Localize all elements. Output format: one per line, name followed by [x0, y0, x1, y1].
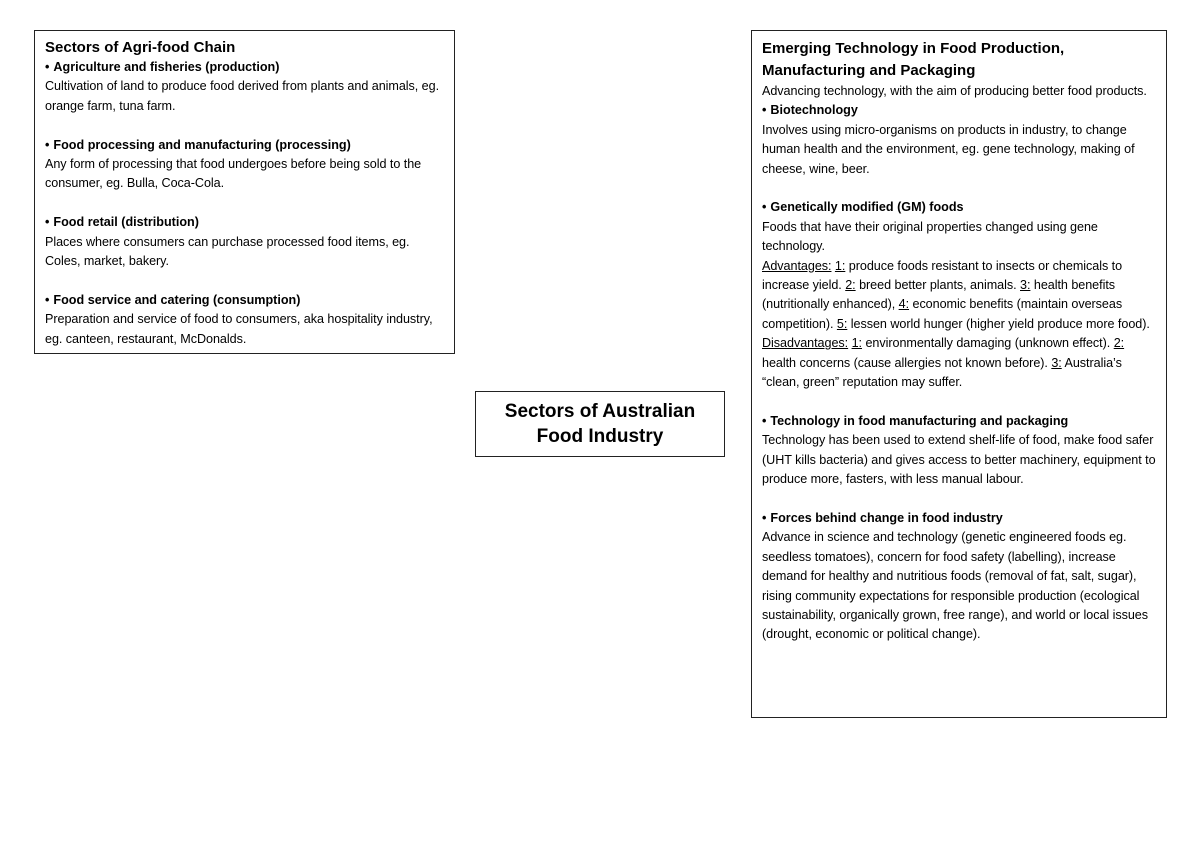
- sector-description: Any form of processing that food undergoes before being sold to the consumer, eg. Bulla, Coca-Cola.: [45, 157, 422, 191]
- manufacturing-technology-heading: Technology in food manufacturing and packaging: [770, 413, 1069, 428]
- advantage-text: economic benefits (maintain overseas competition).: [762, 297, 1123, 331]
- bullet-icon: •: [45, 60, 50, 74]
- agri-food-chain-title: Sectors of Agri-food Chain: [45, 39, 236, 56]
- forces-of-change-heading: Forces behind change in food industry: [770, 510, 1003, 525]
- agri-food-chain-box: [34, 30, 455, 354]
- gm-foods-heading: Genetically modified (GM) foods: [770, 200, 964, 215]
- advantages-label: Advantages:: [762, 258, 832, 273]
- forces-of-change-description: Advance in science and technology (genetic engineered foods eg. seedless tomatoes), concern for food safety (labelling), increase demand for healthy and nutritious foods (removal of fat, salt, sugar), rising community expectations for responsible production (ecological sustainability, organically grown, free range), and world or local issues (drought, economic or political change).: [762, 530, 1149, 642]
- advantage-text: health benefits (nutritionally enhanced),: [762, 278, 1116, 312]
- sector-description: Places where consumers can purchase processed food items, eg. Coles, market, bakery.: [45, 234, 410, 269]
- bullet-icon: •: [45, 137, 50, 152]
- bullet-icon: •: [762, 200, 767, 215]
- sector-heading: Food processing and manufacturing (processing): [53, 137, 351, 152]
- bullet-icon: •: [762, 103, 767, 118]
- disadvantage-number: 2:: [1113, 336, 1125, 351]
- advantage-text: lessen world hunger (higher yield produce more food).: [850, 316, 1150, 331]
- advantage-number: 4:: [898, 297, 910, 312]
- advantage-text: produce foods resistant to insects or chemicals to increase yield.: [762, 258, 1123, 293]
- advantage-number: 5:: [836, 316, 848, 331]
- central-topic-box: [475, 391, 725, 457]
- disadvantages-label: Disadvantages:: [762, 336, 849, 351]
- sector-processing: [45, 136, 444, 194]
- advantage-number: 2:: [845, 278, 856, 293]
- advantage-text: breed better plants, animals.: [859, 278, 1017, 293]
- gm-foods-section: [762, 198, 1156, 392]
- disadvantage-number: 3:: [1051, 355, 1062, 370]
- sector-heading: Agriculture and fisheries (production): [53, 60, 280, 74]
- gm-disadvantages: [762, 334, 1156, 392]
- advantage-number: 1:: [834, 258, 846, 273]
- disadvantage-text: environmentally damaging (unknown effect).: [865, 336, 1111, 351]
- bullet-icon: •: [45, 215, 50, 230]
- emerging-technology-intro: Advancing technology, with the aim of producing better food products.: [762, 84, 1147, 98]
- disadvantage-text: health concerns (cause allergies not known before).: [762, 355, 1048, 370]
- biotechnology-heading: Biotechnology: [770, 103, 858, 118]
- manufacturing-technology-description: Technology has been used to extend shelf-life of food, make food safer (UHT kills bacteria) and gives access to better machinery, equipment to produce more, fasters, with less manual labour.: [762, 433, 1156, 487]
- bullet-icon: •: [45, 292, 50, 307]
- central-topic-title: Sectors of Australian Food Industry: [504, 401, 696, 447]
- sector-production: [45, 58, 444, 116]
- biotechnology-section: [762, 101, 1156, 179]
- sector-heading: Food service and catering (consumption): [53, 292, 301, 307]
- gm-foods-description: Foods that have their original properties changed using gene technology.: [762, 219, 1098, 254]
- emerging-technology-box: [751, 30, 1167, 718]
- bullet-icon: •: [762, 510, 767, 525]
- disadvantage-number: 1:: [851, 336, 862, 351]
- advantage-number: 3:: [1020, 278, 1031, 293]
- sector-consumption: [45, 291, 444, 349]
- forces-of-change-section: [762, 509, 1156, 645]
- sector-description: Cultivation of land to produce food derived from plants and animals, eg. orange farm, tuna farm.: [45, 79, 440, 113]
- sector-distribution: [45, 213, 444, 271]
- biotechnology-description: Involves using micro-organisms on products in industry, to change human health and the environment, eg. gene technology, making of cheese, wine, beer.: [762, 122, 1135, 176]
- disadvantage-text: Australia’s “clean, green” reputation may suffer.: [762, 355, 1122, 390]
- sector-description: Preparation and service of food to consumers, aka hospitality industry, eg. canteen, restaurant, McDonalds.: [45, 312, 433, 346]
- emerging-technology-title: Emerging Technology in Food Production, Manufacturing and Packaging: [762, 40, 1065, 79]
- gm-advantages: [762, 257, 1156, 335]
- sector-heading: Food retail (distribution): [53, 215, 199, 230]
- manufacturing-technology-section: [762, 412, 1156, 490]
- bullet-icon: •: [762, 413, 767, 428]
